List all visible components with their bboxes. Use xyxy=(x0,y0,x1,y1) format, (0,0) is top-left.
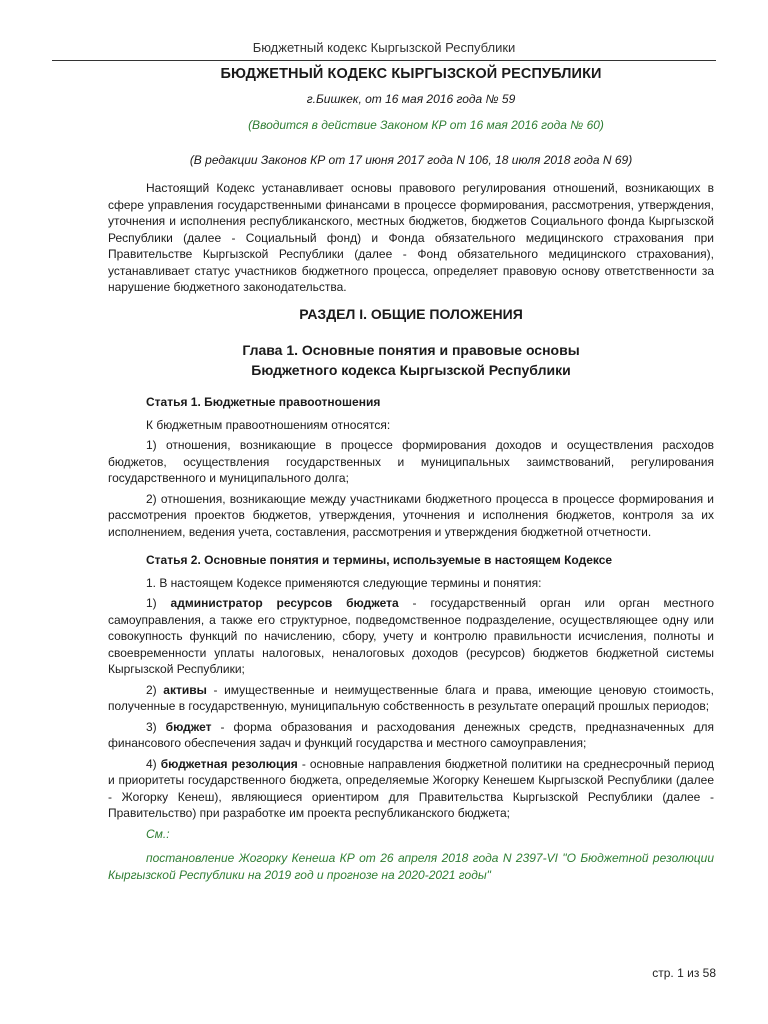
article-1-item-2: 2) отношения, возникающие между участниками бюджетного процесса в процессе формирования и рассмотрения проектов бюджетов, утверждения, уточнения и исполнения бюджетов, контроля за их исполнением, ведения учета, составления, рассмотрения и утверждения бюджетной отчетности. xyxy=(108,491,714,539)
term-item xyxy=(108,719,714,752)
term-number: 2) xyxy=(146,682,157,697)
header-divider xyxy=(52,60,716,61)
editions-note: (В редакции Законов КР от 17 июня 2017 года N 106, 18 июля 2018 года N 69) xyxy=(189,152,633,167)
term-item xyxy=(108,682,714,715)
article-1-title: Статья 1. Бюджетные правоотношения xyxy=(146,395,381,409)
chapter-title-line2: Бюджетного кодекса Кыргызской Республики xyxy=(251,362,571,378)
term-number: 4) xyxy=(146,756,157,771)
term-definition: - форма образования и расходования денежных средств, предназначенных для финансового обеспечения задач и функций государства и местного самоуправления; xyxy=(108,719,714,750)
term-definition: - государственный орган или орган местного самоуправления, а также его структурное, подведомственное подразделение, осуществляющее одну или совокупность функций по начислению, сбору, учету и контролю правильности исчисления, полноты и своевременности уплаты налоговых, неналоговых доходов (ресурсов) бюджетов бюджетной системы Кыргызской Республики; xyxy=(108,596,714,676)
chapter-title xyxy=(108,340,714,380)
term-item xyxy=(108,756,714,822)
article-2-title: Статья 2. Основные понятия и термины, используемые в настоящем Кодексе xyxy=(146,553,613,567)
term-definition: - имущественные и неимущественные блага и права, имеющие ценовую стоимость, полученные в государственную, муниципальную собственность в результате операций прошлых периодов; xyxy=(108,682,714,713)
chapter-title-line1: Глава 1. Основные понятия и правовые основы xyxy=(242,342,580,358)
term-name: бюджет xyxy=(165,719,212,734)
term-number: 1) xyxy=(146,596,157,610)
term-name: бюджетная резолюция xyxy=(160,756,298,771)
see-also-label: См.: xyxy=(146,826,170,841)
term-name: активы xyxy=(163,682,207,697)
article-1-item-1: 1) отношения, возникающие в процессе формирования доходов и осуществления расходов бюджетов, осуществления государственных и муниципальных заимствований, регулирования государственного и муниципального долга; xyxy=(108,438,714,485)
page-number: стр. 1 из 58 xyxy=(652,966,716,980)
resolution-reference-link[interactable]: постановление Жогорку Кенеша КР от 26 апреля 2018 года N 2397-VI "О Бюджетной резолюции Кыргызской Республики на 2019 год и прогнозе на 2020-2021 годы" xyxy=(108,851,714,882)
term-definition: - основные направления бюджетной политики на среднесрочный период и приоритеты государственного бюджета, определяемые Жогорку Кенешем Кыргызской Республики (далее - Жогорку Кенеш), являющиеся ориентиром для Правительства Кыргызской Республики (далее - Правительство) при разработке им проекта республиканского бюджета; xyxy=(108,756,714,820)
term-number: 3) xyxy=(146,719,157,734)
term-item xyxy=(108,595,714,678)
enactment-link[interactable]: (Вводится в действие Законом КР от 16 мая 2016 года № 60) xyxy=(248,118,604,132)
running-header: Бюджетный кодекс Кыргызской Республики xyxy=(252,40,516,55)
section-title: РАЗДЕЛ I. ОБЩИЕ ПОЛОЖЕНИЯ xyxy=(299,305,523,322)
preamble: Настоящий Кодекс устанавливает основы правового регулирования отношений, возникающих в сфере управления государственными финансами в процессе формирования, рассмотрения, утверждения, уточнения и исполнения республиканского, местных бюджетов, бюджетов Социального фонда Кыргызской Республики (далее - Социальный фонд) и Фонда обязательного медицинского страхования при Правительстве Кыргызской Республики (далее - Фонд обязательного медицинского страхования), устанавливает статус участников бюджетного процесса, определяет правовую основу ответственности за нарушение бюджетного законодательства. xyxy=(108,181,714,294)
place-date: г.Бишкек, от 16 мая 2016 года № 59 xyxy=(306,91,516,106)
term-name: администратор ресурсов бюджета xyxy=(170,596,399,610)
article-1-intro: К бюджетным правоотношениям относятся: xyxy=(146,417,391,432)
article-2-intro: 1. В настоящем Кодексе применяются следующие термины и понятия: xyxy=(146,575,542,590)
document-title: БЮДЖЕТНЫЙ КОДЕКС КЫРГЫЗСКОЙ РЕСПУБЛИКИ xyxy=(220,66,602,82)
document-body xyxy=(108,66,714,883)
